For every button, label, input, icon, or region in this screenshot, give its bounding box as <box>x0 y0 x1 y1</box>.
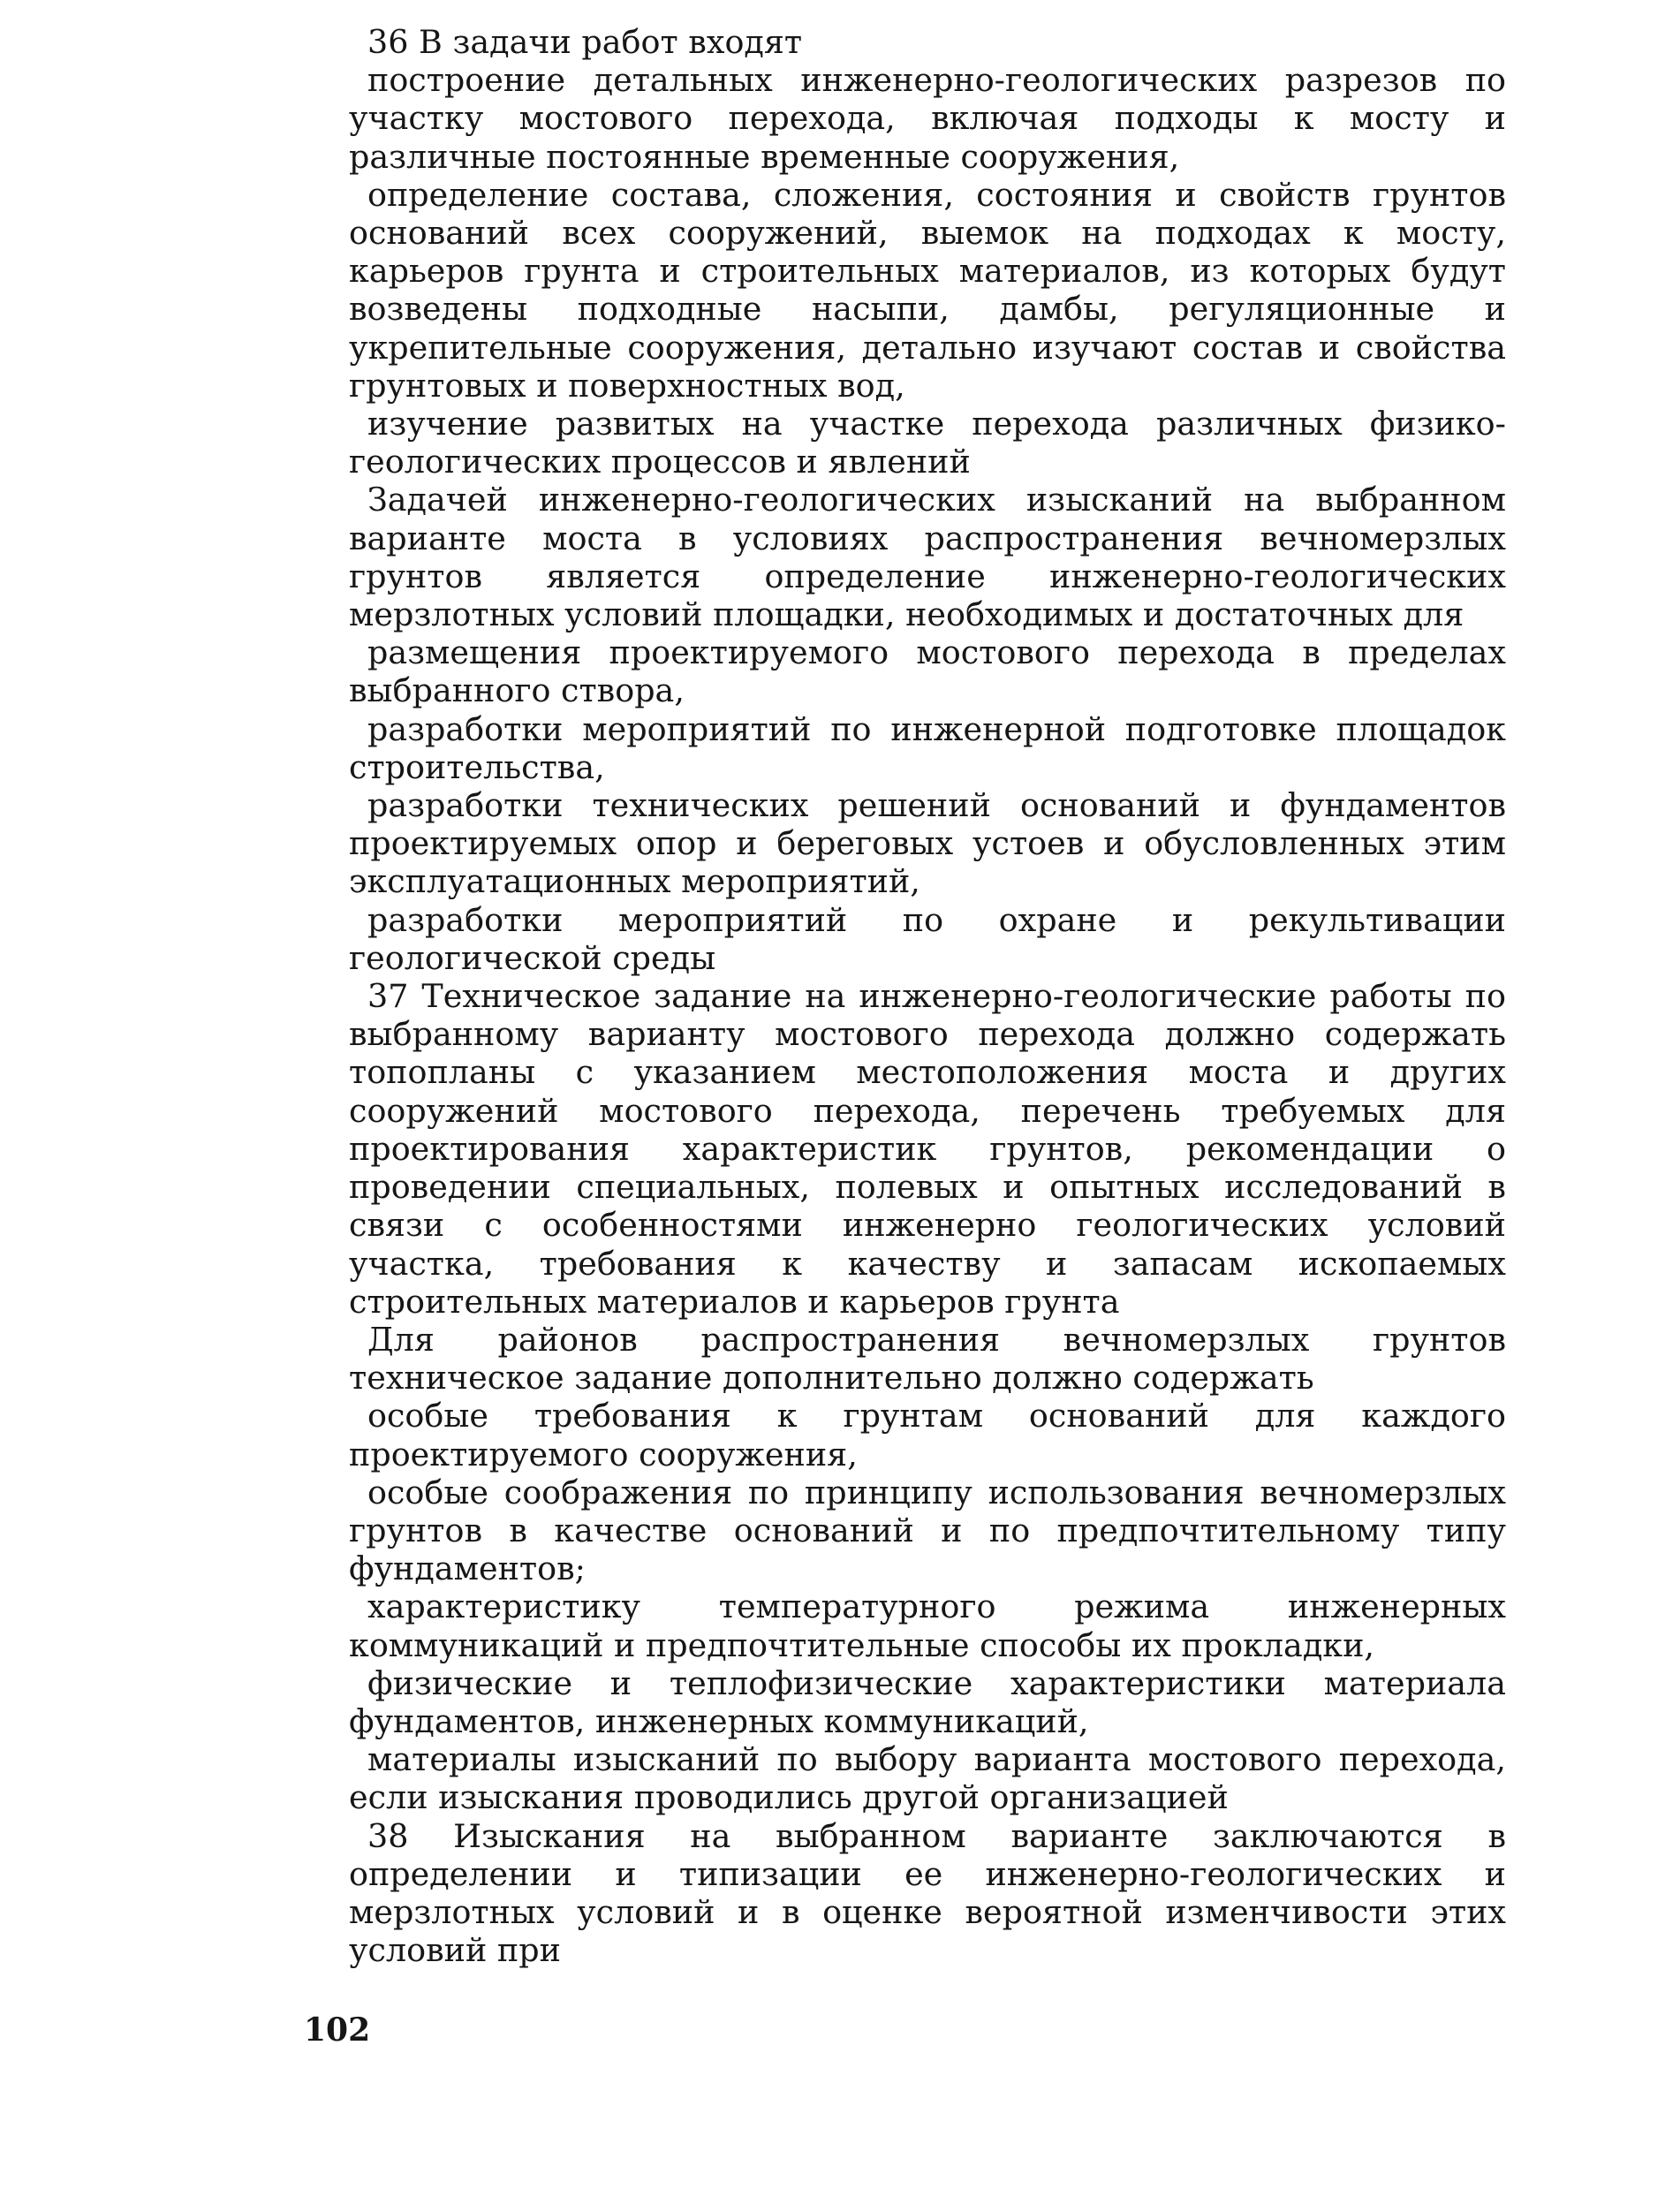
paragraph: 38 Изыскания на выбранном варианте заключаются в определении и типизации ее инженерно-геологических и мерзлотных условий и в оценке вероятной изменчивости этих условий при <box>349 1816 1506 1970</box>
paragraph: разработки технических решений оснований и фундаментов проектируемых опор и береговых устоев и обусловленных этим эксплуатационных мероприятий, <box>349 786 1506 901</box>
paragraph: определение состава, сложения, состояния и свойств грунтов оснований всех сооружений, выемок на подходах к мосту, карьеров грунта и строительных материалов, из которых будут возведены подходные насыпи, дамбы, регуляционные и укрепительные сооружения, детально изучают состав и свойства грунтовых и поверхностных вод, <box>349 175 1506 405</box>
page-number: 102 <box>304 2011 371 2049</box>
body-text <box>349 23 1506 1969</box>
paragraph: разработки мероприятий по охране и рекультивации геологической среды <box>349 900 1506 977</box>
paragraph: построение детальных инженерно-геологических разрезов по участку мостового перехода, включая подходы к мосту и различные постоянные временные сооружения, <box>349 61 1506 176</box>
paragraph: Задачей инженерно-геологических изысканий на выбранном варианте моста в условиях распространения вечномерзлых грунтов является определение инженерно-геологических мерзлотных условий площадки, необходимых и достаточных для <box>349 481 1506 634</box>
paragraph: материалы изысканий по выбору варианта мостового перехода, если изыскания проводились другой организацией <box>349 1740 1506 1817</box>
paragraph: особые соображения по принципу использования вечномерзлых грунтов в качестве оснований и по предпочтительному типу фундаментов; <box>349 1473 1506 1588</box>
paragraph: изучение развитых на участке перехода различных физико-геологических процессов и явлений <box>349 405 1506 481</box>
paragraph: характеристику температурного режима инженерных коммуникаций и предпочтительные способы их прокладки, <box>349 1587 1506 1664</box>
paragraph: размещения проектируемого мостового перехода в пределах выбранного створа, <box>349 633 1506 710</box>
paragraph: 36 В задачи работ входят <box>367 23 803 61</box>
paragraph: Для районов распространения вечномерзлых грунтов техническое задание дополнительно должно содержать <box>349 1320 1506 1398</box>
paragraph: физические и теплофизические характеристики материала фундаментов, инженерных коммуникаций, <box>349 1663 1506 1740</box>
paragraph: 37 Техническое задание на инженерно-геологические работы по выбранному варианту мостового перехода должно содержать топопланы с указанием местоположения моста и других сооружений мостового перехода, перечень требуемых для проектирования характеристик грунтов, рекомендации о проведении специальных, полевых и опытных исследований в связи с особенностями инженерно геологических условий участка, требования к качеству и запасам ископаемых строительных материалов и карьеров грунта <box>349 977 1506 1321</box>
paragraph: разработки мероприятий по инженерной подготовке площадок строительства, <box>349 709 1506 786</box>
paragraph: особые требования к грунтам оснований для каждого проектируемого сооружения, <box>349 1397 1506 1473</box>
